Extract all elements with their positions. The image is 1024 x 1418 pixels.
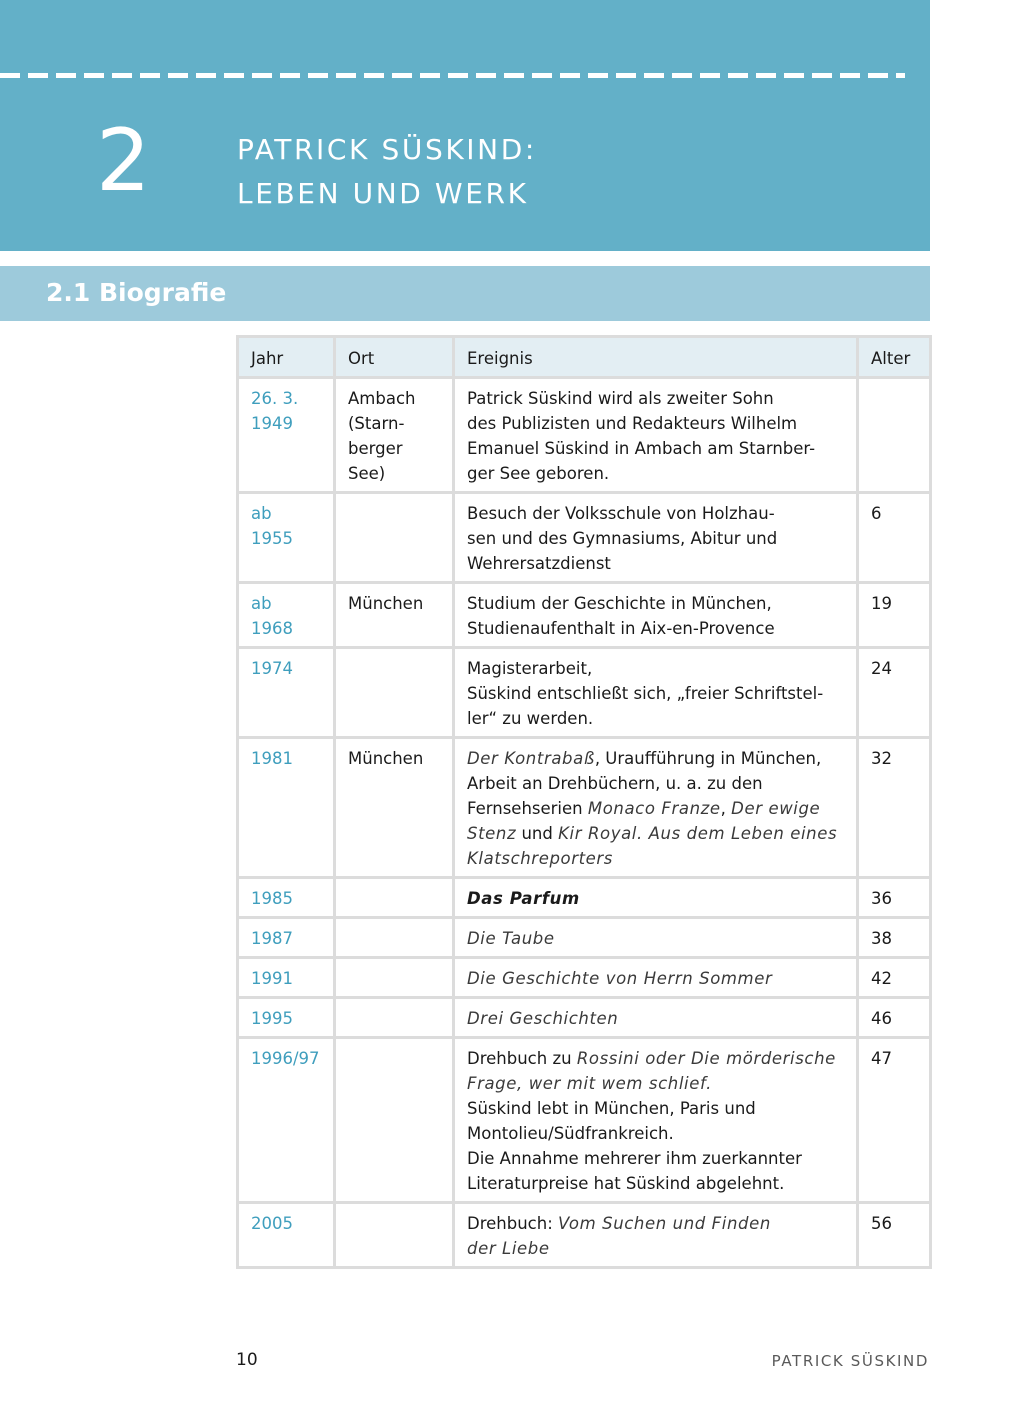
age-cell: 47 [858,1038,931,1203]
event-text: Arbeit an Drehbüchern, u. a. zu den [467,774,763,793]
place-cell [335,648,454,738]
event-cell [454,998,858,1038]
year-line: 26. 3. [251,389,299,408]
table-row [238,583,931,648]
age-cell: 32 [858,738,931,878]
event-cell [454,648,858,738]
page-number: 10 [236,1350,258,1370]
table-row [238,738,931,878]
event-cell [454,378,858,493]
event-line [467,501,848,526]
work-title: Die Taube [467,929,555,948]
event-text: Süskind entschließt sich, „freier Schriftstel- [467,684,824,703]
event-text: ler“ zu werden. [467,709,594,728]
event-line [467,1071,848,1096]
event-text: , Uraufführung in München, [594,749,822,768]
work-title: Frage, wer mit wem schlief. [467,1074,712,1093]
table-row [238,918,931,958]
chapter-title-line-1: PATRICK SÜSKIND: [237,133,537,166]
age-cell [858,378,931,493]
event-line [467,966,848,991]
event-text: Montolieu/Südfrankreich. [467,1124,674,1143]
event-text: und [516,824,559,843]
place-cell [335,958,454,998]
age-cell: 38 [858,918,931,958]
event-line [467,926,848,951]
event-line [467,1236,848,1261]
event-line [467,461,848,486]
work-title: Stenz [467,824,517,843]
chapter-title-line-2: LEBEN UND WERK [237,177,529,210]
section-header [0,266,930,321]
table-body [238,378,931,1268]
age-cell: 19 [858,583,931,648]
year-line: ab [251,594,272,613]
event-text: Die Annahme mehrerer ihm zuerkannter [467,1149,802,1168]
event-line [467,796,848,821]
chapter-number: 2 [96,111,151,211]
year-line: 1991 [251,969,293,988]
event-line [467,1046,848,1071]
chapter-banner [0,0,930,251]
table-header-row [238,337,931,378]
year-line: 2005 [251,1214,293,1233]
event-text: des Publizisten und Redakteurs Wilhelm [467,414,798,433]
age-cell: 42 [858,958,931,998]
year-cell [238,918,335,958]
year-cell [238,1203,335,1268]
event-text: Süskind lebt in München, Paris und [467,1099,756,1118]
work-title: Die Geschichte von Herrn Sommer [467,969,773,988]
year-line: 1968 [251,619,293,638]
event-line [467,846,848,871]
event-text: Magisterarbeit, [467,659,593,678]
event-line [467,656,848,681]
event-line [467,681,848,706]
year-cell [238,998,335,1038]
place-line: Ambach [348,389,416,408]
event-cell [454,1203,858,1268]
work-title: Rossini oder Die mörderische [576,1049,836,1068]
year-line: 1949 [251,414,293,433]
event-line [467,386,848,411]
table-row [238,493,931,583]
running-title: PATRICK SÜSKIND [771,1352,929,1370]
year-cell [238,378,335,493]
event-line [467,1171,848,1196]
event-text: Drehbuch zu [467,1049,577,1068]
year-cell [238,1038,335,1203]
age-cell: 36 [858,878,931,918]
year-cell [238,583,335,648]
year-line: 1995 [251,1009,293,1028]
year-line: ab [251,504,272,523]
place-line: See) [348,464,386,483]
event-line [467,706,848,731]
year-cell [238,738,335,878]
year-line: 1981 [251,749,293,768]
place-cell [335,583,454,648]
event-line [467,616,848,641]
work-title: Vom Suchen und Finden [558,1214,771,1233]
section-title: 2.1 Biografie [46,278,227,307]
event-cell [454,493,858,583]
work-title: Der ewige [731,799,821,818]
place-line: München [348,594,424,613]
place-cell [335,493,454,583]
event-line [467,886,848,911]
year-cell [238,958,335,998]
work-title: der Liebe [467,1239,550,1258]
table-row [238,878,931,918]
event-text: Studium der Geschichte in München, [467,594,772,613]
age-cell: 24 [858,648,931,738]
work-title: Kir Royal. Aus dem Leben eines [558,824,838,843]
event-cell [454,583,858,648]
column-header-alter: Alter [858,337,931,378]
event-line [467,821,848,846]
event-line [467,746,848,771]
event-line [467,551,848,576]
work-title: Klatschreporters [467,849,613,868]
work-title: Der Kontrabaß [467,749,595,768]
year-line: 1955 [251,529,293,548]
year-line: 1996/97 [251,1049,320,1068]
year-cell [238,878,335,918]
event-text: Literaturpreise hat Süskind abgelehnt. [467,1174,785,1193]
column-header-jahr: Jahr [238,337,335,378]
event-text: ger See geboren. [467,464,610,483]
event-cell [454,1038,858,1203]
event-line [467,771,848,796]
table-row [238,648,931,738]
event-text: Besuch der Volksschule von Holzhau- [467,504,775,523]
place-line: berger [348,439,403,458]
event-text: Wehrersatzdienst [467,554,611,573]
table-row [238,998,931,1038]
event-line [467,1146,848,1171]
event-line [467,1121,848,1146]
event-line [467,526,848,551]
place-cell [335,878,454,918]
age-cell: 6 [858,493,931,583]
event-line [467,591,848,616]
event-line [467,1096,848,1121]
work-title: Drei Geschichten [467,1009,619,1028]
year-line: 1985 [251,889,293,908]
work-title: Monaco Franze [587,799,721,818]
year-cell [238,493,335,583]
bold-wrapper [467,889,580,908]
event-text: sen und des Gymnasiums, Abitur und [467,529,778,548]
event-line [467,1211,848,1236]
event-cell [454,878,858,918]
age-cell: 46 [858,998,931,1038]
age-cell: 56 [858,1203,931,1268]
column-header-ort: Ort [335,337,454,378]
event-text: Studienaufenthalt in Aix-en-Provence [467,619,775,638]
place-cell [335,378,454,493]
event-text: , [720,799,732,818]
event-cell [454,958,858,998]
column-header-ereignis: Ereignis [454,337,858,378]
year-cell [238,648,335,738]
place-cell [335,918,454,958]
place-cell [335,1203,454,1268]
event-cell [454,918,858,958]
biography-table [236,335,932,1269]
event-line [467,1006,848,1031]
dashed-divider [0,73,905,78]
table-row [238,1038,931,1203]
place-cell [335,1038,454,1203]
place-cell [335,998,454,1038]
table-row [238,958,931,998]
year-line: 1987 [251,929,293,948]
year-line: 1974 [251,659,293,678]
place-cell [335,738,454,878]
event-cell [454,738,858,878]
event-text: Patrick Süskind wird als zweiter Sohn [467,389,774,408]
table-row [238,1203,931,1268]
work-title-bold: Das Parfum [467,889,580,908]
event-line [467,411,848,436]
table-row [238,378,931,493]
place-line: (Starn- [348,414,405,433]
chapter-title [237,128,537,216]
event-text: Emanuel Süskind in Ambach am Starnber- [467,439,816,458]
event-line [467,436,848,461]
event-text: Fernsehserien [467,799,588,818]
event-text: Drehbuch: [467,1214,558,1233]
place-line: München [348,749,424,768]
